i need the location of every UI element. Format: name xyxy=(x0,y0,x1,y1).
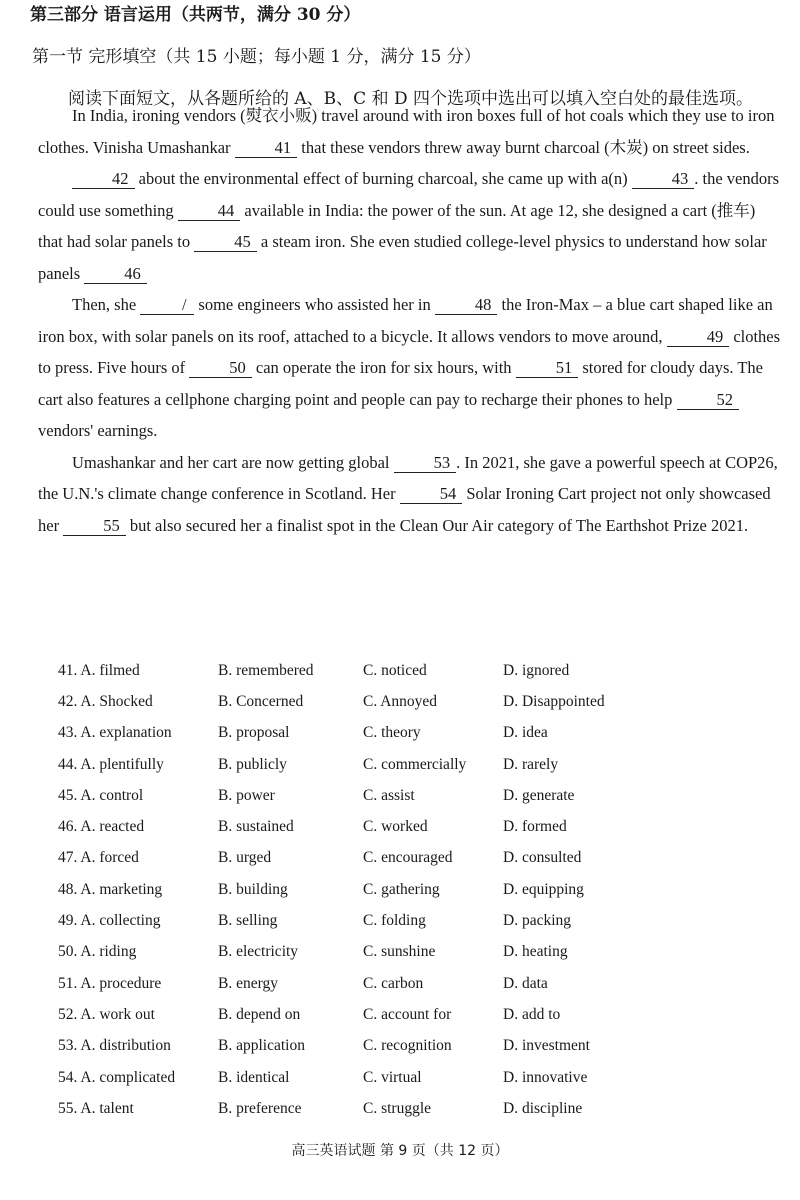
blank-43: 43 xyxy=(632,170,695,189)
option-b: B. remembered xyxy=(218,661,314,679)
blank-46: 46 xyxy=(84,265,147,284)
option-c: C. sunshine xyxy=(363,943,436,961)
option-a: 49. A. collecting xyxy=(58,912,161,930)
option-row-47 xyxy=(58,843,758,874)
option-d: D. consulted xyxy=(503,849,582,867)
section-title: 第一节 完形填空（共 15 小题；每小题 1 分，满分 15 分） xyxy=(32,47,481,67)
option-a: 45. A. control xyxy=(58,786,144,804)
paragraph-1: In India, ironing vendors (熨衣小贩) travel around with iron boxes full of hot coals which they use to iron clothes. Vinisha Umashankar 41 that these vendors threw away burnt charcoal (木炭) on street sides. xyxy=(38,106,775,157)
option-a: 54. A. complicated xyxy=(58,1068,176,1086)
option-c: C. carbon xyxy=(363,974,424,992)
option-b: B. power xyxy=(218,786,275,804)
option-b: B. preference xyxy=(218,1099,302,1117)
option-a: 51. A. procedure xyxy=(58,974,162,992)
option-a: 42. A. Shocked xyxy=(58,692,153,710)
option-d: D. generate xyxy=(503,786,575,804)
option-b: B. publicly xyxy=(218,755,287,773)
blank-47: / xyxy=(140,296,194,315)
option-d: D. heating xyxy=(503,943,568,961)
option-c: C. worked xyxy=(363,818,428,836)
part-title: 第三部分 语言运用（共两节，满分 30 分） xyxy=(30,5,361,25)
paragraph-4: Umashankar and her cart are now getting global 53 . In 2021, she gave a powerful speech at COP26, the U.N.'s climate change conference in Scotland. Her 54 Solar Ironing Cart project not only showcased her 55 but also secured her a finalist spot in the Clean Our Air category of The Earthshot Prize 2021. xyxy=(38,452,778,535)
option-a: 48. A. marketing xyxy=(58,880,163,898)
option-row-46 xyxy=(58,811,758,842)
option-d: D. discipline xyxy=(503,1099,583,1117)
option-b: B. urged xyxy=(218,849,272,867)
option-a: 46. A. reacted xyxy=(58,818,145,836)
option-d: D. data xyxy=(503,974,548,992)
blank-50: 50 xyxy=(189,359,252,378)
blank-42: 42 xyxy=(72,170,135,189)
option-a: 53. A. distribution xyxy=(58,1037,171,1055)
option-b: B. identical xyxy=(218,1068,290,1086)
page-footer: 高三英语试题 第 9 页（共 12 页） xyxy=(291,1143,509,1159)
option-a: 47. A. forced xyxy=(58,849,139,867)
instructions: 阅读下面短文，从各题所给的 A、B、C 和 D 四个选项中选出可以填入空白处的最佳选项。 xyxy=(68,89,754,109)
option-d: D. formed xyxy=(503,818,567,836)
option-c: C. folding xyxy=(363,912,426,930)
option-c: C. theory xyxy=(363,724,421,742)
blank-51: 51 xyxy=(516,359,579,378)
option-row-43 xyxy=(58,718,758,749)
option-d: D. ignored xyxy=(503,661,570,679)
option-b: B. energy xyxy=(218,974,278,992)
option-c: C. commercially xyxy=(363,755,467,773)
option-b: B. building xyxy=(218,880,288,898)
option-row-50 xyxy=(58,937,758,968)
option-a: 50. A. riding xyxy=(58,943,137,961)
option-a: 55. A. talent xyxy=(58,1099,134,1117)
paragraph-3: Then, she / some engineers who assisted her in 48 the Iron-Max – a blue cart shaped like an iron box, with solar panels on its roof, attached to a bicycle. It allows vendors to move around, 49 clothes to press. Five hours of 50 can operate the iron for six hours, with 51 stored for cloudy days. The cart also features a cellphone charging point and people can pay to recharge their phones to help 52 vendors' earnings. xyxy=(38,295,781,440)
option-a: 41. A. filmed xyxy=(58,661,140,679)
option-d: D. investment xyxy=(503,1037,590,1055)
option-row-54 xyxy=(58,1062,758,1093)
option-b: B. sustained xyxy=(218,818,294,836)
option-row-42 xyxy=(58,686,758,717)
blank-49: 49 xyxy=(667,328,730,347)
option-c: C. encouraged xyxy=(363,849,453,867)
option-row-44 xyxy=(58,749,758,780)
option-c: C. account for xyxy=(363,1005,452,1023)
option-d: D. innovative xyxy=(503,1068,588,1086)
option-c: C. assist xyxy=(363,786,415,804)
blank-41: 41 xyxy=(235,139,298,158)
blank-44: 44 xyxy=(178,202,241,221)
option-c: C. noticed xyxy=(363,661,427,679)
option-b: B. selling xyxy=(218,912,278,930)
option-row-48 xyxy=(58,874,758,905)
blank-52: 52 xyxy=(677,391,740,410)
option-b: B. electricity xyxy=(218,943,299,961)
option-d: D. idea xyxy=(503,724,548,742)
option-row-52 xyxy=(58,999,758,1030)
option-a: 43. A. explanation xyxy=(58,724,172,742)
option-d: D. rarely xyxy=(503,755,559,773)
answer-options xyxy=(58,655,758,1124)
option-d: D. packing xyxy=(503,912,572,930)
option-d: D. Disappointed xyxy=(503,692,605,710)
passage xyxy=(38,100,783,541)
option-a: 52. A. work out xyxy=(58,1005,155,1023)
option-b: B. depend on xyxy=(218,1005,301,1023)
paragraph-2: 42 about the environmental effect of burning charcoal, she came up with a(n) 43 . the vendors could use something 44 available in India: the power of the sun. At age 12, she designed a cart (推车) that had solar panels to 45 a steam iron. She even studied college-level physics to understand how solar panels 46 xyxy=(38,169,780,283)
option-row-51 xyxy=(58,968,758,999)
option-d: D. add to xyxy=(503,1005,561,1023)
option-b: B. proposal xyxy=(218,724,290,742)
blank-53: 53 xyxy=(394,454,457,473)
blank-55: 55 xyxy=(63,517,126,536)
option-a: 44. A. plentifully xyxy=(58,755,164,773)
option-row-45 xyxy=(58,780,758,811)
option-row-55 xyxy=(58,1093,758,1124)
blank-45: 45 xyxy=(194,233,257,252)
option-row-49 xyxy=(58,905,758,936)
blank-54: 54 xyxy=(400,485,463,504)
option-row-53 xyxy=(58,1031,758,1062)
option-c: C. Annoyed xyxy=(363,692,438,710)
option-b: B. application xyxy=(218,1037,305,1055)
option-b: B. Concerned xyxy=(218,692,304,710)
blank-48: 48 xyxy=(435,296,498,315)
option-d: D. equipping xyxy=(503,880,584,898)
option-c: C. recognition xyxy=(363,1037,452,1055)
option-c: C. virtual xyxy=(363,1068,422,1086)
option-c: C. struggle xyxy=(363,1099,432,1117)
option-row-41 xyxy=(58,655,758,686)
option-c: C. gathering xyxy=(363,880,440,898)
